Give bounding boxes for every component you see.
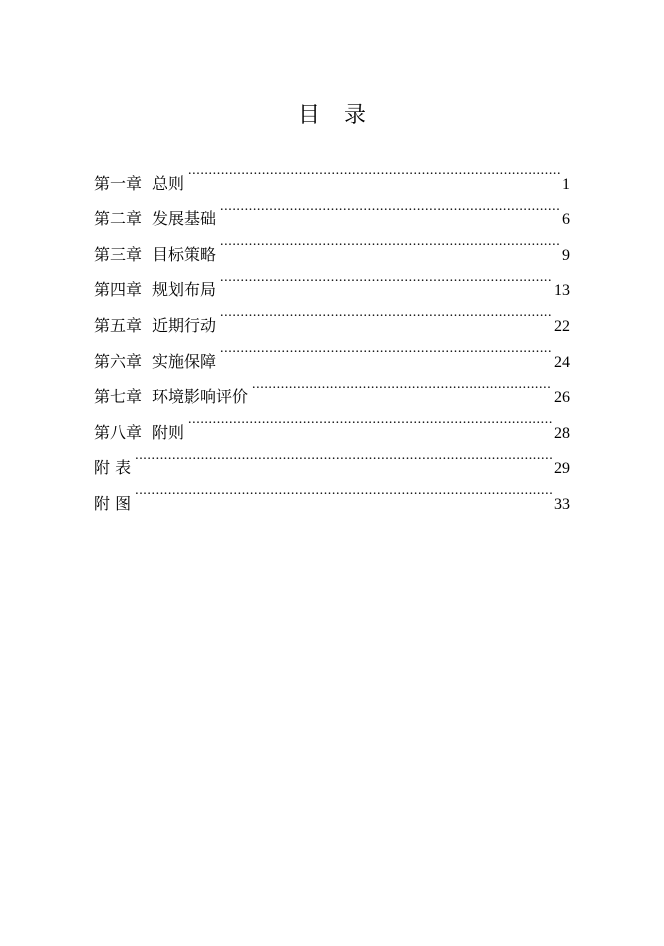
toc-chapter-label: 第八章 xyxy=(94,422,143,442)
dot-leader xyxy=(220,189,560,225)
toc-page-number: 26 xyxy=(554,389,570,407)
toc-page-number: 1 xyxy=(562,175,570,193)
toc-chapter-name: 总则 xyxy=(152,173,185,193)
toc-entry-appendix-figures[interactable] xyxy=(94,473,570,513)
toc-chapter-label: 第五章 xyxy=(94,315,143,335)
toc-title-right: 录 xyxy=(344,103,367,128)
toc-entry-1[interactable] xyxy=(94,153,570,193)
toc-list xyxy=(94,153,570,513)
toc-chapter-label: 附 表 xyxy=(94,458,132,478)
toc-chapter-name: 目标策略 xyxy=(152,244,217,264)
toc-page-number: 22 xyxy=(554,317,570,335)
toc-page-number: 24 xyxy=(554,353,570,371)
toc-chapter-name: 近期行动 xyxy=(152,315,217,335)
toc-page-number: 33 xyxy=(554,495,570,513)
toc-title xyxy=(0,100,664,132)
toc-chapter-label: 第一章 xyxy=(94,173,143,193)
toc-entry-appendix-tables[interactable] xyxy=(94,438,570,478)
toc-chapter-name: 发展基础 xyxy=(152,209,217,229)
toc-page-number: 28 xyxy=(554,424,570,442)
toc-page-number: 29 xyxy=(554,460,570,478)
toc-chapter-name: 规划布局 xyxy=(152,280,217,300)
dot-leader xyxy=(188,402,552,438)
dot-leader xyxy=(220,331,552,367)
toc-chapter-label: 第三章 xyxy=(94,244,143,264)
dot-leader xyxy=(220,260,552,296)
dot-leader xyxy=(188,153,560,189)
toc-page-number: 9 xyxy=(562,246,570,264)
toc-chapter-label: 第四章 xyxy=(94,280,143,300)
toc-title-left: 目 xyxy=(297,103,320,128)
toc-chapter-name: 实施保障 xyxy=(152,351,217,371)
toc-chapter-name: 环境影响评价 xyxy=(152,387,249,407)
dot-leader xyxy=(252,367,552,403)
toc-page-number: 6 xyxy=(562,211,570,229)
toc-chapter-label: 第二章 xyxy=(94,209,143,229)
toc-chapter-name: 附则 xyxy=(152,422,185,442)
toc-chapter-label: 第七章 xyxy=(94,387,143,407)
dot-leader xyxy=(220,224,560,260)
dot-leader xyxy=(135,438,552,474)
toc-chapter-label: 附 图 xyxy=(94,493,132,513)
toc-chapter-label: 第六章 xyxy=(94,351,143,371)
dot-leader xyxy=(220,295,552,331)
dot-leader xyxy=(135,473,552,509)
toc-page-number: 13 xyxy=(554,282,570,300)
